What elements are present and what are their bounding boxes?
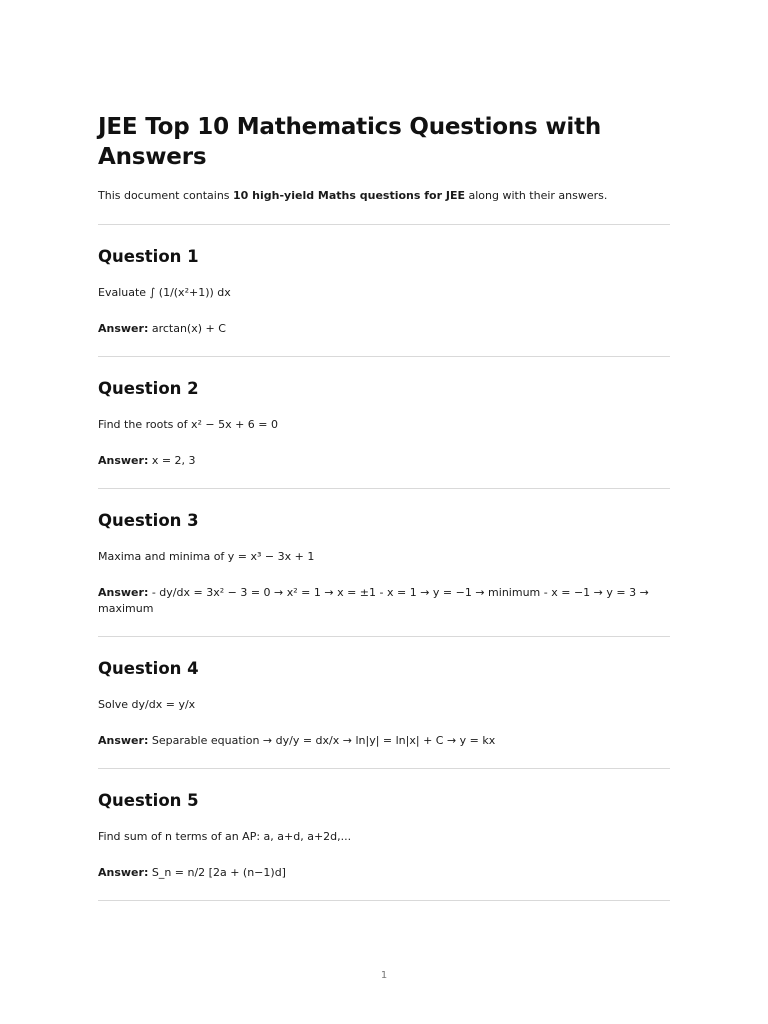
question-text: Solve dy/dx = y/x (98, 698, 196, 711)
question-5 (98, 769, 670, 901)
intro-prefix: This document contains (98, 189, 234, 202)
question-text: Find the roots of x² − 5x + 6 = 0 (98, 418, 279, 431)
question-text: Find sum of n terms of an AP: a, a+d, a+2d,... (98, 830, 352, 843)
question-divider (98, 900, 670, 901)
answer-text: arctan(x) + C (148, 322, 226, 335)
answer-text: S_n = n/2 [2a + (n−1)d] (148, 866, 286, 879)
question-heading: Question 5 (98, 791, 199, 810)
question-2 (98, 357, 670, 489)
answer-label: Answer: (98, 866, 149, 879)
question-3 (98, 489, 670, 637)
answer-label: Answer: (98, 734, 149, 747)
answer-label: Answer: (98, 322, 149, 335)
question-answer (98, 585, 670, 617)
document-intro (98, 188, 670, 204)
question-heading: Question 2 (98, 379, 199, 398)
question-heading: Question 3 (98, 511, 199, 530)
question-4 (98, 637, 670, 769)
question-answer (98, 453, 670, 469)
question-heading: Question 1 (98, 247, 199, 266)
answer-text: x = 2, 3 (148, 454, 196, 467)
answer-text: Separable equation → dy/y = dx/x → ln|y| = ln|x| + C → y = kx (148, 734, 496, 747)
question-answer (98, 733, 670, 749)
answer-label: Answer: (98, 586, 149, 599)
question-1 (98, 225, 670, 357)
question-text: Evaluate ∫ (1/(x²+1)) dx (98, 286, 231, 299)
answer-text: - dy/dx = 3x² − 3 = 0 → x² = 1 → x = ±1 - x = 1 → y = −1 → minimum - x = −1 → y = 3 → maximum (98, 586, 649, 615)
question-text: Maxima and minima of y = x³ − 3x + 1 (98, 550, 315, 563)
intro-bold: 10 high-yield Maths questions for JEE (233, 189, 465, 202)
question-answer (98, 865, 670, 881)
document-title: JEE Top 10 Mathematics Questions with Answers (98, 114, 602, 170)
page-number: 1 (380, 970, 388, 981)
document-page (98, 112, 670, 901)
answer-label: Answer: (98, 454, 149, 467)
intro-suffix: along with their answers. (464, 189, 608, 202)
question-heading: Question 4 (98, 659, 199, 678)
question-answer (98, 321, 670, 337)
